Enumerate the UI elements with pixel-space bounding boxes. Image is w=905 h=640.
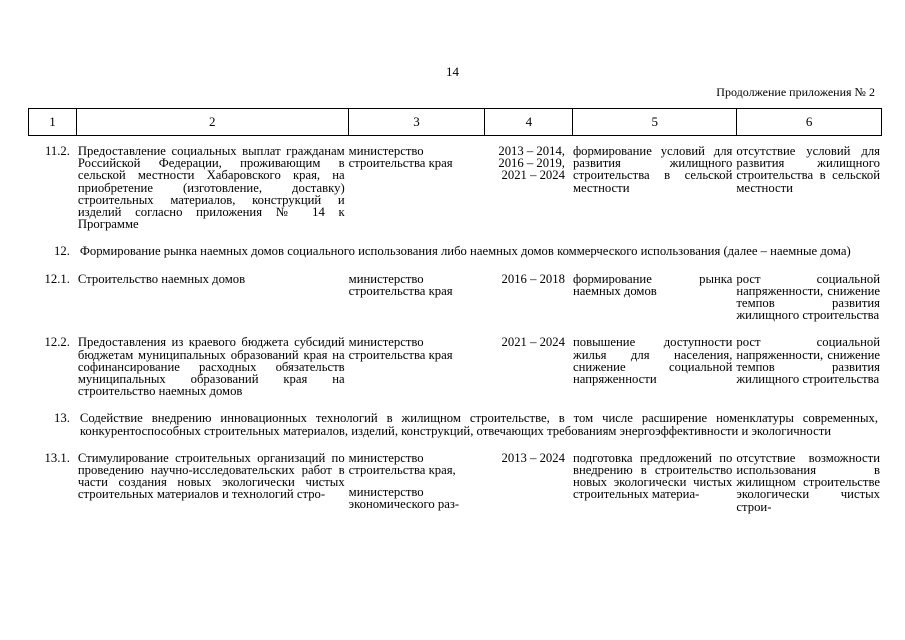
expected-result: формирование условий для развития жилищного строительства в сельской местности bbox=[572, 144, 733, 195]
years bbox=[483, 145, 571, 230]
table-row bbox=[28, 145, 882, 230]
year-range: 2016 – 2018 bbox=[501, 271, 565, 286]
executor-primary: министерство строительства края, bbox=[348, 450, 456, 478]
executor: министерство строительства края bbox=[348, 271, 453, 298]
expected-result: формирование рынка наемных домов bbox=[572, 271, 733, 298]
col-header-1: 1 bbox=[29, 109, 77, 136]
row-number: 12.1. bbox=[44, 271, 70, 286]
table-row bbox=[28, 452, 882, 513]
expected-result: повышение доступности жилья для населения, снижение социальной напряженности bbox=[572, 335, 733, 387]
section-number: 12. bbox=[54, 244, 70, 259]
years bbox=[483, 336, 571, 397]
year-range: 2021 – 2024 bbox=[501, 168, 565, 183]
col-header-2: 2 bbox=[76, 109, 348, 136]
expected-result: подготовка предложений по внедрению в строительство новых экологически чистых строительных материа- bbox=[572, 450, 733, 502]
measure-text: Предоставления из краевого бюджета субсидий бюджетам муниципальных образований края на софинансирование расходных обязательств муниципальных образований края на строительство наемных домов bbox=[77, 335, 345, 399]
program-table bbox=[28, 145, 882, 513]
measure-text: Предоставление социальных выплат гражданам Российской Федерации, проживающим в сельской местности Хабаровского края, на приобретение (изготовление, доставку) строительных материалов, конструкций и изделий согласно приложения № 14 к Программе bbox=[77, 144, 345, 232]
year-range: 2013 – 2014, bbox=[498, 144, 565, 158]
consequence: рост социальной напряженности, снижение темпов развития жилищного строительства bbox=[736, 335, 880, 387]
years bbox=[483, 452, 571, 513]
continuation-note: Продолжение приложения № 2 bbox=[716, 85, 875, 99]
page-number: 14 bbox=[446, 64, 459, 79]
section-title: Формирование рынка наемных домов социального использования либо наемных домов коммерческого использования (далее – наемные дома) bbox=[79, 244, 851, 259]
section-row bbox=[28, 412, 882, 436]
section-title: Содействие внедрению инновационных технологий в жилищном строительстве, в том числе расширение номенклатуры современных, конкурентоспособных строительных материалов, изделий, конструкций, отвечающих требованиям энергоэффективности и экологичности bbox=[79, 411, 878, 438]
years bbox=[483, 273, 571, 322]
consequence: отсутствие возможности использования в жилищном строительстве экологически чистых строи- bbox=[736, 450, 880, 514]
executor bbox=[347, 452, 484, 513]
row-number: 12.2. bbox=[44, 335, 70, 350]
table-row bbox=[28, 336, 882, 397]
col-header-3: 3 bbox=[348, 109, 485, 136]
row-number: 13.1. bbox=[44, 450, 70, 465]
row-number: 11.2. bbox=[44, 144, 70, 158]
column-header-row bbox=[28, 108, 882, 136]
year-range: 2013 – 2024 bbox=[501, 450, 565, 465]
col-header-5: 5 bbox=[573, 109, 737, 136]
col-header-4: 4 bbox=[485, 109, 573, 136]
consequence: рост социальной напряженности, снижение темпов развития жилищного строительства bbox=[736, 271, 880, 323]
executor: министерство строительства края bbox=[348, 144, 453, 171]
table-row bbox=[28, 273, 882, 322]
measure-text: Стимулирование строительных организаций по проведению научно-исследовательских работ в части создания новых экологически чистых строительных материалов и технологий стро- bbox=[77, 450, 345, 502]
section-row bbox=[28, 245, 882, 257]
section-number: 13. bbox=[54, 411, 70, 426]
executor-secondary: министерство экономического раз- bbox=[348, 485, 460, 512]
executor: министерство строительства края bbox=[348, 335, 453, 362]
year-range: 2021 – 2024 bbox=[501, 335, 565, 350]
consequence: отсутствие условий для развития жилищного строительства в сельской местности bbox=[736, 144, 880, 195]
year-range: 2016 – 2019, bbox=[498, 156, 565, 171]
measure-text: Строительство наемных домов bbox=[77, 271, 246, 286]
col-header-6: 6 bbox=[737, 109, 882, 136]
